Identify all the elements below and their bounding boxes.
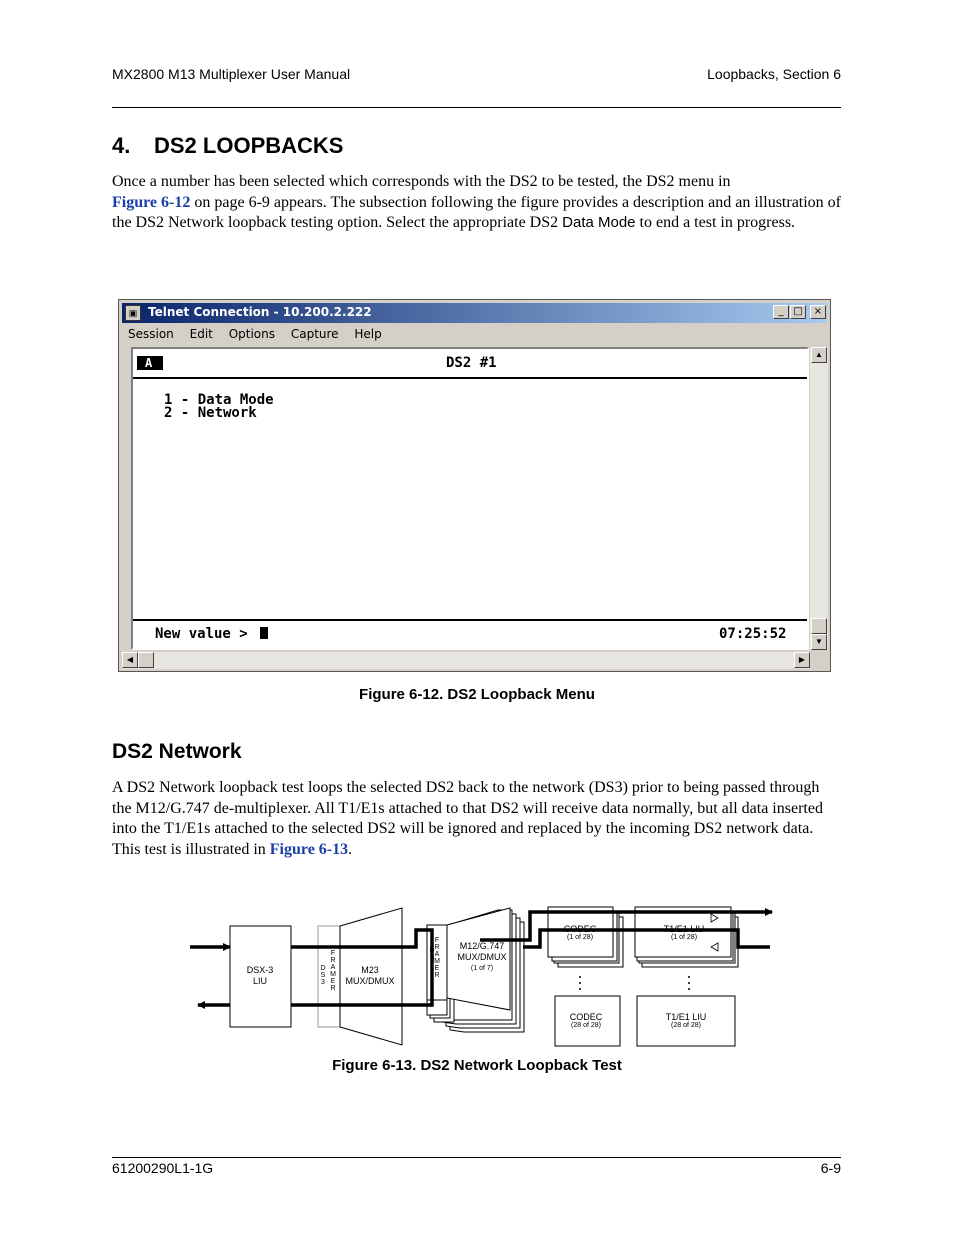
network-text-end: . [348,840,353,858]
figure-6-12-caption: Figure 6-12. DS2 Loopback Menu [359,686,595,703]
svg-text:D: D [429,947,435,954]
vertical-scrollbar[interactable] [810,347,828,650]
scroll-thumb[interactable] [811,618,827,634]
page-number: 6-9 [820,1160,841,1176]
data-mode-term: Data Mode [562,214,636,231]
svg-text:E: E [330,978,336,985]
running-header-section: Loopbacks, Section 6 [707,66,841,82]
svg-text:T1/E1 LIU: T1/E1 LIU [665,1012,707,1022]
window-title: Telnet Connection - 10.200.2.222 [148,305,372,319]
close-button[interactable]: × [810,305,826,319]
figure-6-13-caption: Figure 6-13. DS2 Network Loopback Test [332,1057,622,1074]
svg-text:T1/E1 LIU: T1/E1 LIU [663,924,705,934]
figure-6-13-link[interactable]: Figure 6-13 [269,840,349,858]
section-heading [112,133,343,159]
text-cursor [260,627,268,639]
section-title: DS2 LOOPBACKS [154,133,344,158]
menu-bar [122,324,388,344]
svg-text:F: F [434,937,440,944]
intro-text-2: on page 6-9 appears. The subsection following the figure provides a description and an illustration of the DS2 Network loopback testing option. Select the appropriate DS2 [112,193,842,231]
menu-options-list [164,394,274,420]
svg-text:(1 of 28): (1 of 28) [566,934,594,941]
svg-text:2: 2 [430,961,434,968]
telnet-window [118,299,831,672]
terminal-screen[interactable] [131,347,809,650]
scroll-right-icon[interactable]: ▶ [794,652,810,668]
ellipsis-dots [579,976,690,990]
svg-text:CODEC: CODEC [569,1012,603,1022]
svg-text:CODEC: CODEC [563,924,597,934]
minimize-button[interactable]: _ [773,305,789,319]
svg-text:(28 of 28): (28 of 28) [571,1022,601,1029]
svg-text:MUX/DMUX: MUX/DMUX [457,952,507,962]
running-header-title: MX2800 M13 Multiplexer User Manual [112,66,351,82]
svg-text:(1 of 7): (1 of 7) [470,965,494,972]
subsection-heading: DS2 Network [112,740,242,763]
menu-help[interactable]: Help [354,327,382,341]
footer-rule [112,1157,841,1158]
network-text: A DS2 Network loopback test loops the selected DS2 back to the network (DS3) prior to being passed through the M12/G.747 de-multiplexer. All T1/E1s attached to that DS2 will receive data normally, but all data inserted into the T1/E1s attached to the selected DS2 will be ignored and replaced by the incoming DS2 network data. This test is illustrated in [112,779,823,858]
option-network[interactable]: 2 - Network [164,405,257,421]
document-number: 61200290L1-1G [112,1160,214,1176]
menu-session[interactable]: Session [128,327,174,341]
svg-text:R: R [434,972,440,979]
svg-text:A: A [330,964,336,971]
option-data-mode[interactable]: 1 - Data Mode [164,392,274,408]
svg-text:A: A [434,951,440,958]
prompt-divider [133,619,807,621]
dsx3-label: DSX-3 [246,965,274,975]
menu-options[interactable]: Options [228,327,276,341]
svg-text:E: E [434,965,440,972]
svg-text:M23: M23 [361,965,379,975]
svg-text:(1 of 28): (1 of 28) [670,934,698,941]
horizontal-scrollbar[interactable] [122,652,810,669]
clock-display: 07:25:52 [719,626,787,642]
svg-text:M: M [330,971,336,978]
svg-text:(28 of 28): (28 of 28) [671,1022,701,1029]
svg-text:D: D [320,965,326,972]
svg-text:M12/G.747: M12/G.747 [459,941,505,951]
network-paragraph [112,778,842,860]
resize-grip-icon[interactable] [811,652,828,669]
svg-text:S: S [320,972,326,979]
prompt-label: New value > [155,626,248,642]
hscroll-thumb[interactable] [138,652,154,668]
window-titlebar [122,303,827,323]
menu-capture[interactable]: Capture [290,327,339,341]
intro-text-1: Once a number has been selected which corresponds with the DS2 to be tested, the DS2 menu in [112,173,731,190]
svg-text:M: M [434,958,440,965]
scroll-up-icon[interactable]: ▲ [811,347,827,363]
telnet-app-icon: ▣ [125,305,141,321]
liu-label: LIU [252,976,268,986]
intro-paragraph [112,172,842,234]
menu-edit[interactable]: Edit [189,327,213,341]
section-number: 4. [112,133,131,158]
command-prompt [155,626,268,642]
svg-text:F: F [330,950,336,957]
svg-text:R: R [330,957,336,964]
svg-text:S: S [429,954,435,961]
svg-text:R: R [330,985,336,992]
ds2-network-loopback-diagram [180,900,780,1055]
screen-title: DS2 #1 [446,355,497,371]
screen-tag: A [137,356,163,370]
header-rule [112,107,841,108]
intro-text-3: to end a test in progress. [635,214,796,231]
figure-6-12-link[interactable]: Figure 6-12 [112,193,191,211]
scroll-down-icon[interactable]: ▼ [811,634,827,650]
svg-text:MUX/DMUX: MUX/DMUX [345,976,395,986]
svg-text:R: R [434,944,440,951]
maximize-button[interactable]: □ [790,305,806,319]
scroll-left-icon[interactable]: ◀ [122,652,138,668]
svg-text:3: 3 [321,979,325,986]
